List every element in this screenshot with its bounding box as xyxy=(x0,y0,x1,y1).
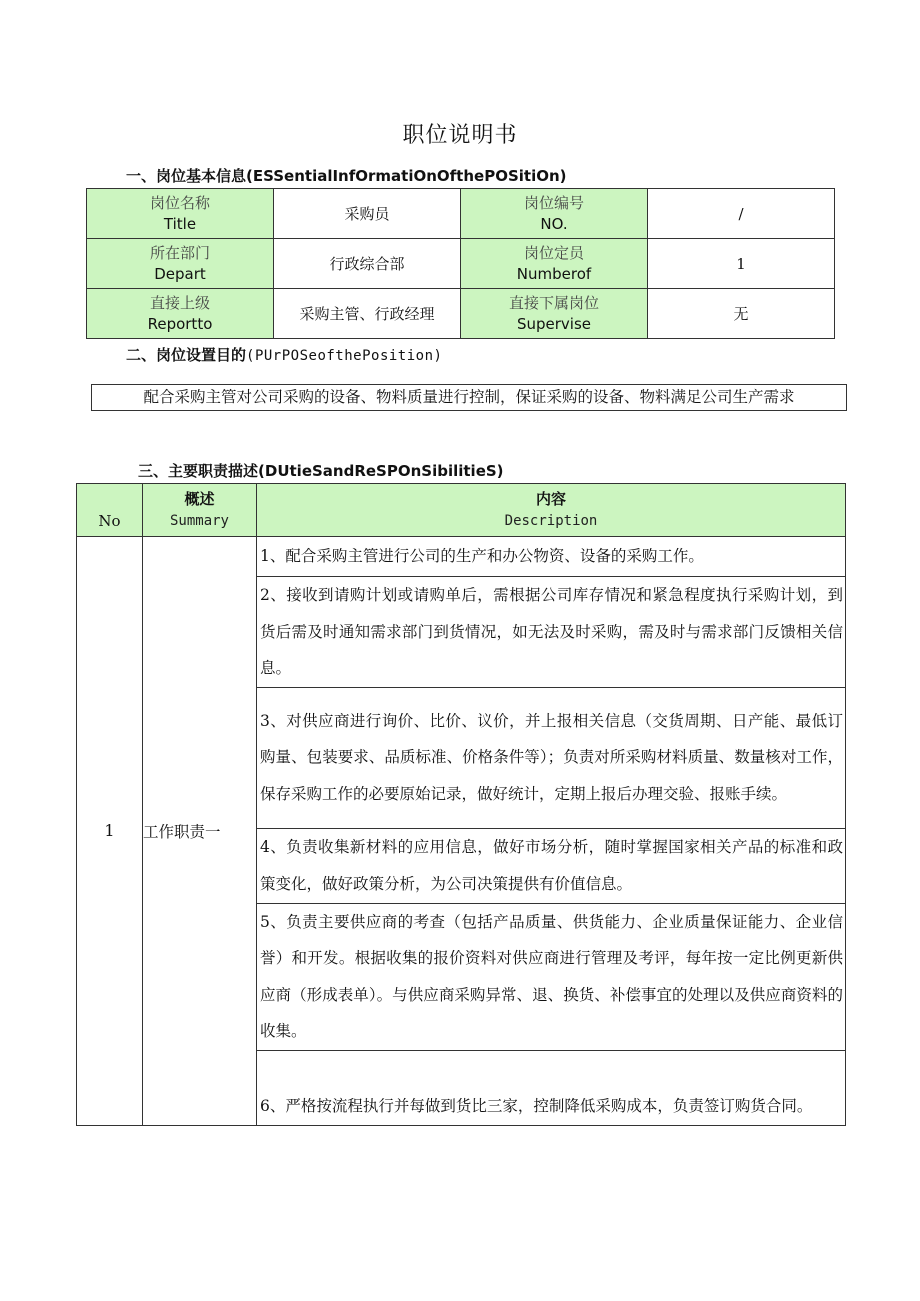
duties-header-row xyxy=(77,484,846,537)
section-heading-en: (PUrPOSeofthePosition) xyxy=(246,348,443,364)
section-heading-en: (DUtieSandReSPOnSibilitieS) xyxy=(258,462,504,480)
section-heading-basic-info xyxy=(126,165,567,186)
section-heading-purpose xyxy=(126,344,442,365)
value-cell-number: 1 xyxy=(648,239,835,289)
header-summary-cn: 概述 xyxy=(184,490,215,508)
header-no-label: No xyxy=(98,512,121,530)
duty-summary: 工作职责一 xyxy=(143,537,257,1126)
table-row xyxy=(87,189,835,239)
label-en: Numberof xyxy=(516,264,592,283)
table-row xyxy=(77,537,846,577)
section-heading-cn: 三、主要职责描述 xyxy=(138,462,259,480)
label-cell-depart xyxy=(87,239,274,289)
header-summary xyxy=(143,484,257,537)
label-en: Depart xyxy=(154,264,206,283)
table-row xyxy=(87,289,835,339)
label-cell-report-to xyxy=(87,289,274,339)
label-cn: 岗位编号 xyxy=(523,193,584,212)
label-cn: 直接上级 xyxy=(149,293,210,312)
value-cell-title: 采购员 xyxy=(274,189,461,239)
label-cell-number xyxy=(461,239,648,289)
label-cn: 直接下属岗位 xyxy=(508,293,599,312)
document-title: 职位说明书 xyxy=(402,123,518,148)
duties-table xyxy=(76,483,846,1126)
section-heading-cn: 一、岗位基本信息 xyxy=(126,167,247,185)
table-row xyxy=(87,239,835,289)
value-cell-report-to: 采购主管、行政经理 xyxy=(274,289,461,339)
label-cn: 岗位定员 xyxy=(523,243,584,262)
label-cell-title xyxy=(87,189,274,239)
header-description-en: Description xyxy=(504,513,598,529)
header-summary-en: Summary xyxy=(169,513,229,529)
label-en: NO. xyxy=(540,214,568,233)
value-cell-depart: 行政综合部 xyxy=(274,239,461,289)
section-heading-en: (ESSentialInfOrmatiOnOfthePOSitiOn) xyxy=(246,167,567,185)
label-en: Reportto xyxy=(147,314,213,333)
duty-item-5: 5、负责主要供应商的考查（包括产品质量、供货能力、企业质量保证能力、企业信誉）和开发。根据收集的报价资料对供应商进行管理及考评，每年按一定比例更新供应商（形成表单）。与供应商采购异常、退、换货、补偿事宜的处理以及供应商资料的收集。 xyxy=(257,903,846,1050)
duty-item-6: 6、严格按流程执行并每做到货比三家，控制降低采购成本，负责签订购货合同。 xyxy=(257,1050,846,1125)
value-cell-no: / xyxy=(648,189,835,239)
label-cell-supervise xyxy=(461,289,648,339)
label-cn: 岗位名称 xyxy=(149,193,210,212)
duty-item-1: 1、配合采购主管进行公司的生产和办公物资、设备的采购工作。 xyxy=(257,537,846,577)
header-description-cn: 内容 xyxy=(535,490,566,508)
section-heading-cn: 二、岗位设置目的 xyxy=(126,346,247,364)
duty-item-2: 2、接收到请购计划或请购单后，需根据公司库存情况和紧急程度执行采购计划，到货后需及时通知需求部门到货情况，如无法及时采购，需及时与需求部门反馈相关信息。 xyxy=(257,577,846,688)
basic-info-table xyxy=(86,188,835,339)
label-en: Title xyxy=(163,214,197,233)
header-description xyxy=(257,484,846,537)
duty-number: 1 xyxy=(77,537,143,1126)
section-heading-duties xyxy=(138,460,504,481)
label-cn: 所在部门 xyxy=(149,243,210,262)
duty-item-3: 3、对供应商进行询价、比价、议价，并上报相关信息（交货周期、日产能、最低订购量、包装要求、品质标准、价格条件等）；负责对所采购材料质量、数量核对工作，保存采购工作的必要原始记录，做好统计，定期上报后办理交验、报账手续。 xyxy=(257,687,846,828)
value-cell-supervise: 无 xyxy=(648,289,835,339)
label-en: Supervise xyxy=(516,314,592,333)
header-no xyxy=(77,484,143,537)
duty-item-4: 4、负责收集新材料的应用信息，做好市场分析，随时掌握国家相关产品的标准和政策变化，做好政策分析，为公司决策提供有价值信息。 xyxy=(257,828,846,903)
purpose-text: 配合采购主管对公司采购的设备、物料质量进行控制，保证采购的设备、物料满足公司生产需求 xyxy=(91,384,847,411)
label-cell-no xyxy=(461,189,648,239)
